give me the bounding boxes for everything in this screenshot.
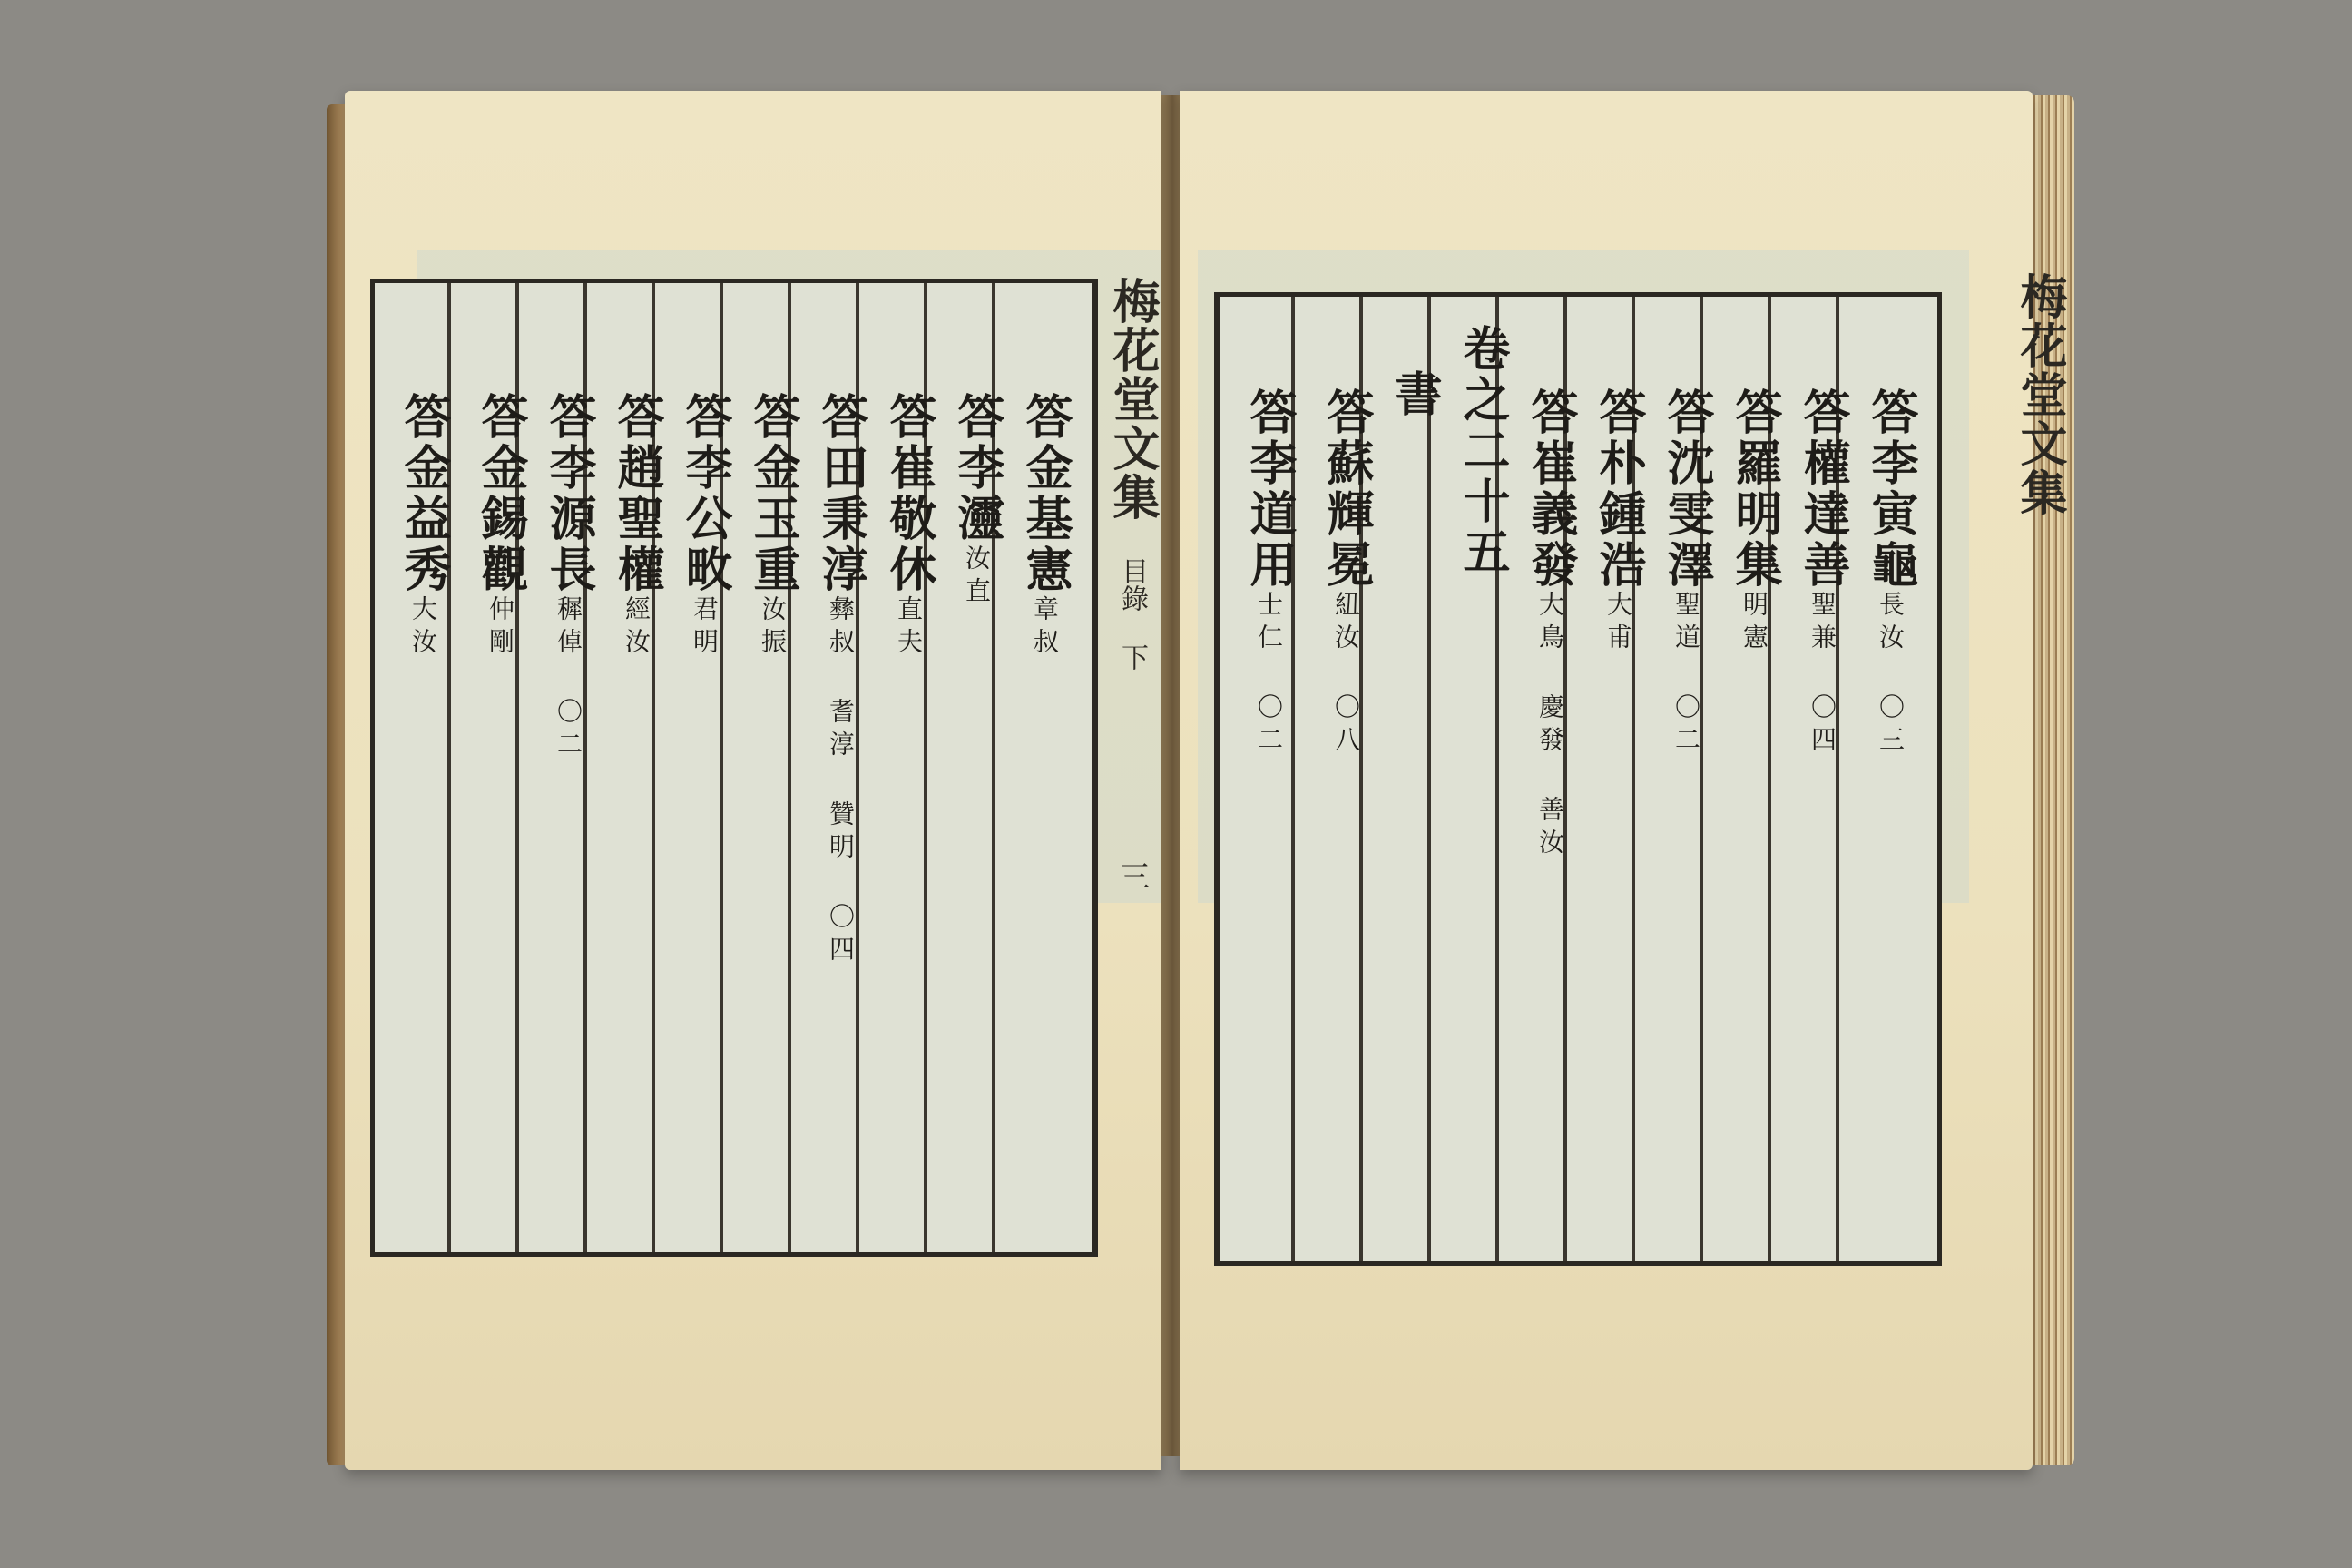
toc-entry: 答羅明集明憲 — [1727, 387, 1782, 656]
right-page-frame — [1214, 292, 1942, 1266]
toc-entry: 答金益秀大汝 — [396, 392, 451, 661]
open-book — [345, 86, 2067, 1484]
toc-entry: 答李源長穉倬 〇二 — [541, 392, 596, 763]
section-heading: 書 — [1387, 369, 1442, 420]
toc-entry: 答趙聖權經汝 — [609, 392, 664, 661]
volume-heading: 卷之二十五 — [1455, 324, 1510, 578]
toc-entry: 答李公畋君明 — [677, 392, 732, 661]
toc-entry: 答崔敬休直夫 — [881, 392, 936, 661]
toc-entry: 答田秉淳彝叔 耆淳 贊明 〇四 — [813, 392, 868, 968]
toc-entry: 答權達善聖兼 〇四 — [1795, 387, 1850, 759]
left-page-frame — [370, 279, 1098, 1257]
toc-entry: 答李道用士仁 〇二 — [1241, 387, 1297, 759]
toc-entry: 答金錫觀仲剛 — [473, 392, 528, 661]
toc-entry: 答李𤅷汝直 — [949, 392, 1004, 610]
toc-entry: 答蘇輝冕紐汝 〇八 — [1318, 387, 1374, 759]
toc-entry: 答金玉重汝振 — [745, 392, 800, 661]
left-page — [345, 91, 1161, 1470]
toc-entry: 答金基憲章叔 — [1017, 392, 1073, 661]
toc-entry: 答沈雯澤聖道 〇二 — [1659, 387, 1714, 759]
toc-entry: 答崔義發大鳥 慶發 善汝 — [1523, 387, 1578, 861]
right-page-center-strip: 梅花堂文集 — [2012, 272, 2067, 517]
toc-entry: 答李寅龜長汝 〇三 — [1863, 387, 1918, 759]
toc-entry: 答朴鍾浩大甫 — [1591, 387, 1646, 656]
left-page-center-strip: 梅花堂文集 目錄 下 三 — [1104, 277, 1160, 891]
right-page — [1180, 91, 2067, 1470]
